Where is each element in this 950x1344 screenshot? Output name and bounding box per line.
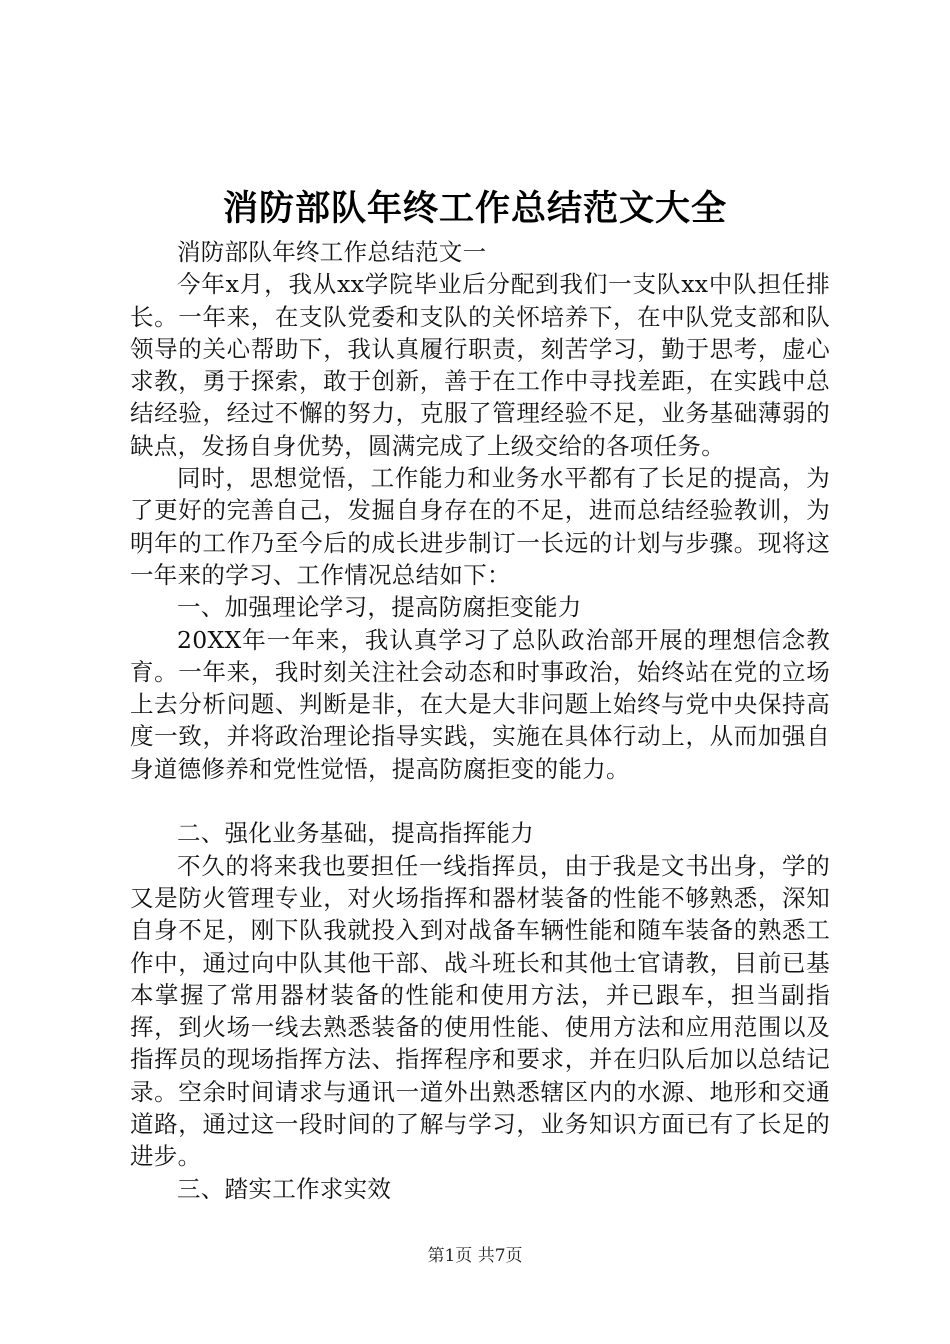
body-paragraph: 20XX年一年来，我认真学习了总队政治部开展的理想信念教育。一年来，我时刻关注社会动态和时事政治，始终站在党的立场上去分析问题、判断是非，在大是大非问题上始终与党中央保持高度一致，并将政治理论指导实践，实施在具体行动上，从而加强自身道德修养和党性觉悟，提高防腐拒变的能力。	[130, 625, 830, 783]
section-heading: 一、加强理论学习，提高防腐拒变能力	[177, 593, 582, 622]
blank-line	[130, 785, 830, 817]
body-paragraph: 今年x月，我从xx学院毕业后分配到我们一支队xx中队担任排长。一年来，在支队党委和支队的关怀培养下，在中队党支部和队领导的关心帮助下，我认真履行职责，刻苦学习，勤于思考，虚心求教，勇于探索，敢于创新，善于在工作中寻找差距，在实践中总结经验，经过不懈的努力，克服了管理经验不足，业务基础薄弱的缺点，发扬自身优势，圆满完成了上级交给的各项任务。	[130, 270, 830, 460]
subtitle-paragraph: 消防部队年终工作总结范文一	[177, 238, 487, 266]
document-title: 消防部队年终工作总结范文大全	[222, 188, 727, 229]
body-paragraph: 不久的将来我也要担任一线指挥员，由于我是文书出身，学的又是防火管理专业，对火场指挥和器材装备的性能不够熟悉，深知自身不足，刚下队我就投入到对战备车辆性能和随车装备的熟悉工作中，通过向中队其他干部、战斗班长和其他士官请教，目前已基本掌握了常用器材装备的性能和使用方法，并已跟车，担当副指挥，到火场一线去熟悉装备的使用性能、使用方法和应用范围以及指挥员的现场指挥方法、指挥程序和要求，并在归队后加以总结记录。空余时间请求与通讯一道外出熟悉辖区内的水源、地形和交通道路，通过这一段时间的了解与学习，业务知识方面已有了长足的进步。	[130, 851, 830, 1171]
page-footer: 第1页 共7页	[427, 1246, 523, 1266]
section-heading: 三、踏实工作求实效	[177, 1174, 392, 1203]
body-paragraph: 同时，思想觉悟，工作能力和业务水平都有了长足的提高，为了更好的完善自己，发掘自身存在的不足，进而总结经验教训，为明年的工作乃至今后的成长进步制订一长远的计划与步骤。现将这一年来的学习、工作情况总结如下：	[130, 464, 830, 589]
document-body	[130, 236, 830, 1205]
section-heading: 二、强化业务基础，提高指挥能力	[177, 819, 534, 848]
